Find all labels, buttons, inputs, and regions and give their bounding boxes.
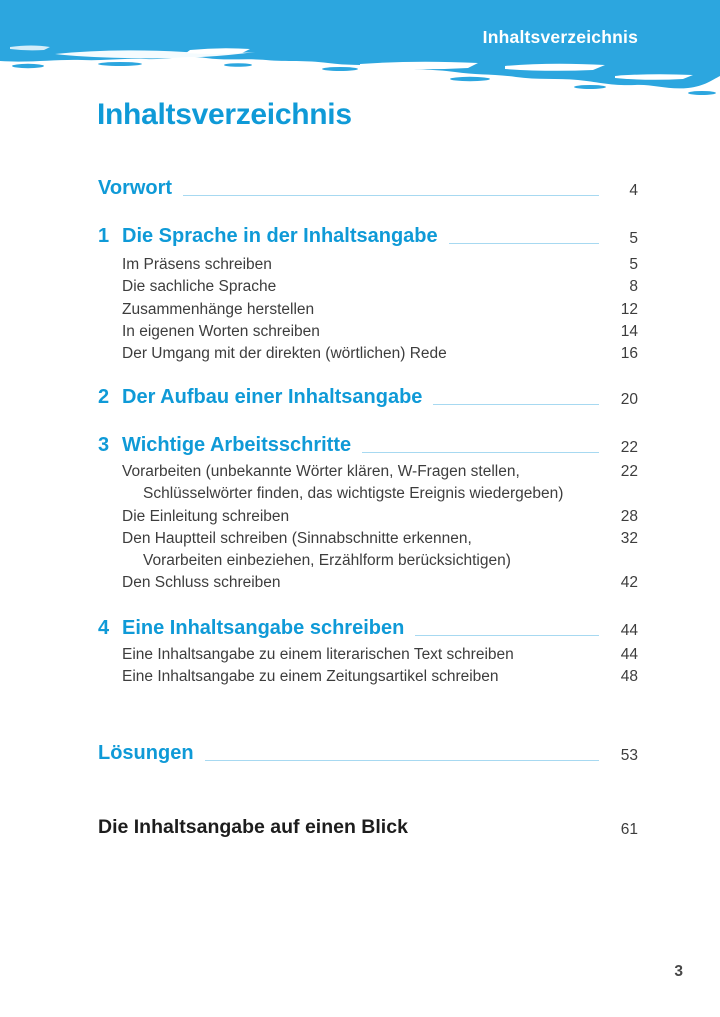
section-number: 2 [98,386,110,408]
page-title: Inhaltsverzeichnis [97,98,352,131]
entry-title: Eine Inhaltsangabe zu einem Zeitungsartikel schreiben [122,668,499,686]
entry-title: Den Schluss schreiben [122,574,281,592]
entry-page: 44 [620,646,638,663]
toc-entry [98,276,638,298]
entry-page [608,550,638,572]
toc-entry [98,461,638,483]
toc-entry-continuation [98,550,638,572]
toc-section-1-heading [98,225,638,248]
entry-title: Den Hauptteil schreiben (Sinnabschnitte erkennen, [122,529,472,547]
entry-title: Zusammenhänge herstellen [122,300,315,318]
entry-page: 28 [620,507,638,525]
entry-title: Eine Inhaltsangabe zu einem literarischen Text schreiben [122,646,514,663]
entry-page: 32 [620,529,638,547]
brush-stroke-graphic [0,0,720,100]
running-header: Inhaltsverzeichnis [482,27,638,47]
toc-loesungen-page: 53 [620,747,638,764]
section-title: Der Aufbau einer Inhaltsangabe [122,386,423,408]
entry-title: Der Umgang mit der direkten (wörtlichen) Rede [122,345,447,363]
section-title: Wichtige Arbeitsschritte [122,434,352,456]
entry-title: Die Einleitung schreiben [122,507,290,525]
leader-line [449,243,599,244]
toc-section-4-entries [98,644,638,689]
toc-section-2-heading [98,386,638,409]
entry-title: Vorarbeiten (unbekannte Wörter klären, W-Fragen stellen, [122,463,520,480]
entry-page: 42 [620,574,638,592]
toc-section-1-entries [98,254,638,365]
toc-loesungen-label: Lösungen [98,742,194,764]
toc-vorwort-label: Vorwort [98,177,173,199]
entry-title: Vorarbeiten einbeziehen, Erzählform berücksichtigen) [143,552,511,570]
toc-entry [98,644,638,666]
section-page: 44 [620,622,638,639]
entry-page: 48 [620,668,638,686]
entry-title: Schlüsselwörter finden, das wichtigste Ereignis wiedergeben) [143,485,564,503]
entry-page: 12 [620,300,638,318]
entry-title: Die sachliche Sprache [122,278,277,296]
toc-entry [98,666,638,688]
toc-vorwort-page: 4 [629,182,638,199]
leader-line [415,635,599,636]
toc-row-vorwort [98,177,638,200]
toc-entry [98,321,638,343]
toc-row-outro [98,816,638,839]
toc-outro-label: Die Inhaltsangabe auf einen Blick [98,816,408,838]
leader-line [362,452,599,453]
section-page: 22 [620,439,638,456]
section-number: 1 [98,225,110,247]
toc-entry [98,343,638,365]
toc-entry-continuation [98,483,638,505]
toc-entry [98,254,638,276]
section-page: 20 [620,391,638,408]
toc-row-loesungen [98,742,638,765]
leader-line [183,195,599,196]
header-band [0,0,720,100]
entry-page [608,483,638,505]
entry-title: Im Präsens schreiben [122,256,272,273]
toc-outro-page: 61 [620,821,638,838]
entry-page: 5 [629,256,638,273]
entry-title: In eigenen Worten schreiben [122,322,320,340]
section-title: Eine Inhaltsangabe schreiben [122,617,405,639]
toc-section-4-heading [98,617,638,640]
section-title: Die Sprache in der Inhaltsangabe [122,225,438,247]
section-number: 3 [98,434,110,456]
leader-line [205,760,599,761]
entry-page: 8 [629,278,638,296]
section-number: 4 [98,617,110,639]
entry-page: 14 [620,322,638,340]
toc-entry [98,299,638,321]
toc-entry [98,572,638,594]
toc-section-3-heading [98,434,638,457]
entry-page: 16 [620,345,638,363]
toc-entry [98,528,638,550]
leader-line [433,404,599,405]
section-page: 5 [629,230,638,247]
toc-entry [98,506,638,528]
folio-page-number: 3 [674,963,683,980]
entry-page: 22 [620,463,638,480]
toc-section-3-entries [98,461,638,595]
